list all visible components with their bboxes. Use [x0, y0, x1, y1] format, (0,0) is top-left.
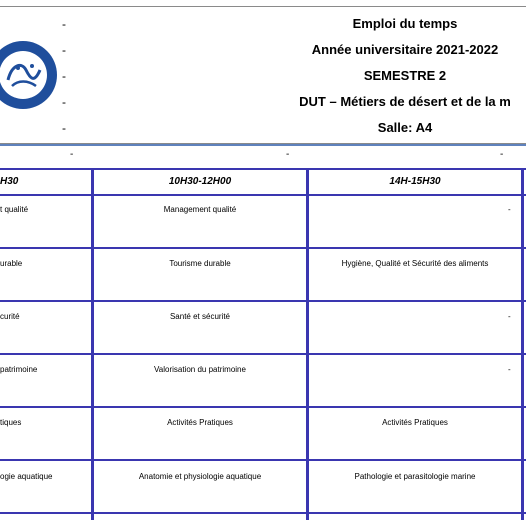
header-rule [0, 144, 526, 146]
row-line [0, 406, 526, 408]
table-cell: Management qualité [163, 205, 237, 214]
column-line [521, 168, 524, 520]
row-line [0, 247, 526, 249]
table-cell: tiques [0, 418, 22, 427]
program-name: DUT – Métiers de désert et de la m [299, 94, 511, 109]
column-header: 14H-15H30 [389, 176, 441, 187]
room: Salle: A4 [377, 120, 433, 135]
row-line [0, 353, 526, 355]
bullet: - [62, 121, 66, 135]
table-cell: curité [0, 312, 20, 321]
table-cell: Santé et sécurité [169, 312, 231, 321]
timetable [0, 168, 526, 520]
table-cell: Pathologie et parasitologie marine [354, 472, 476, 481]
table-cell: ogie aquatique [0, 472, 53, 481]
table-cell: - [508, 312, 511, 321]
table-cell: patrimoine [0, 365, 38, 374]
column-line [306, 168, 309, 520]
table-cell: Anatomie et physiologie aquatique [138, 472, 262, 481]
table-cell: t qualité [0, 205, 29, 214]
table-cell: Activités Pratiques [382, 418, 448, 427]
bullet: - [62, 95, 66, 109]
table-cell: urable [0, 259, 23, 268]
table-cell: Valorisation du patrimoine [154, 365, 246, 374]
table-cell: Activités Pratiques [167, 418, 233, 427]
row-line [0, 168, 526, 170]
row-line [0, 459, 526, 461]
bullet: - [62, 69, 66, 83]
table-cell: Hygiène, Qualité et Sécurité des aliments [341, 259, 489, 268]
separator-dot: - [286, 149, 290, 160]
academic-year: Année universitaire 2021-2022 [311, 42, 499, 57]
column-header: H30 [0, 176, 19, 187]
table-cell: - [508, 205, 511, 214]
page-title: Emploi du temps [352, 16, 458, 31]
row-line [0, 512, 526, 514]
university-seal-icon [0, 40, 58, 110]
column-header: 10H30-12H00 [168, 176, 232, 187]
separator-dot: - [70, 149, 74, 160]
bullet: - [62, 43, 66, 57]
row-line [0, 194, 526, 196]
table-cell: Tourisme durable [169, 259, 231, 268]
row-line [0, 300, 526, 302]
separator-dot: - [500, 149, 504, 160]
table-cell: - [508, 365, 511, 374]
column-line [91, 168, 94, 520]
semester: SEMESTRE 2 [363, 68, 447, 83]
bullet: - [62, 17, 66, 31]
